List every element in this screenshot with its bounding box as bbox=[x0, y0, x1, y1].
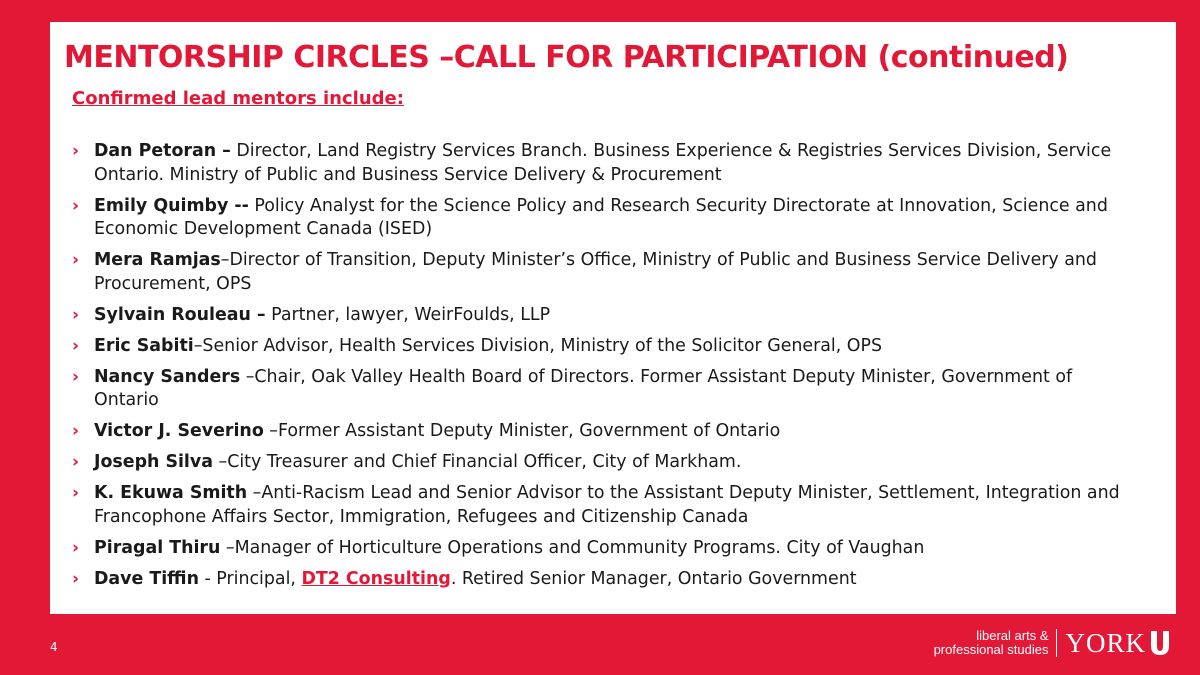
mentor-item bbox=[72, 304, 1142, 328]
slide-content-panel bbox=[50, 22, 1176, 614]
mentor-description: Partner, lawyer, WeirFoulds, LLP bbox=[265, 304, 551, 325]
mentor-description: –Chair, Oak Valley Health Board of Directors. Former Assistant Deputy Minister, Government of Ontario bbox=[94, 366, 1073, 410]
faculty-logo bbox=[934, 624, 1172, 662]
faculty-name-line2: professional studies bbox=[933, 642, 1049, 657]
university-wordmark: YORK bbox=[1065, 627, 1146, 658]
mentor-name: Mera Ramjas bbox=[94, 250, 221, 270]
mentor-item bbox=[72, 366, 1142, 413]
chevron-right-icon: › bbox=[72, 452, 80, 472]
chevron-right-icon: › bbox=[72, 483, 80, 503]
mentor-description: –City Treasurer and Chief Financial Officer, City of Markham. bbox=[212, 452, 742, 472]
mentor-description: –Director of Transition, Deputy Minister’s Office, Ministry of Public and Business Service Delivery and Procurement, OPS bbox=[94, 250, 1097, 294]
mentor-name: Dave Tiffin bbox=[94, 568, 199, 589]
mentor-description: . Retired Senior Manager, Ontario Government bbox=[450, 568, 857, 589]
mentor-description: Director, Land Registry Services Branch. Business Experience & Registries Services Division, Service Ontario. Ministry of Public and Business Service Delivery & Procurement bbox=[94, 141, 1112, 185]
chevron-right-icon: › bbox=[72, 568, 80, 589]
chevron-right-icon: › bbox=[72, 141, 80, 161]
slide-subtitle: Confirmed lead mentors include: bbox=[72, 88, 404, 109]
chevron-right-icon: › bbox=[72, 195, 80, 216]
mentor-description: –Anti-Racism Lead and Senior Advisor to the Assistant Deputy Minister, Settlement, Integration and Francophone Affairs Sector, Immigration, Refugees and Citizenship Canada bbox=[94, 483, 1120, 527]
mentor-description: - Principal, bbox=[198, 568, 302, 589]
chevron-right-icon: › bbox=[72, 304, 80, 325]
chevron-right-icon: › bbox=[72, 366, 80, 387]
faculty-name bbox=[934, 629, 1058, 657]
page-number: 4 bbox=[50, 640, 58, 654]
faculty-name-line1: liberal arts & bbox=[976, 628, 1049, 643]
mentor-description: –Senior Advisor, Health Services Division, Ministry of the Solicitor General, OPS bbox=[193, 335, 883, 356]
mentor-description: –Former Assistant Deputy Minister, Government of Ontario bbox=[263, 421, 781, 441]
mentor-item bbox=[72, 482, 1142, 529]
slide-title: MENTORSHIP CIRCLES –CALL FOR PARTICIPATION (continued) bbox=[64, 40, 1069, 75]
mentor-item bbox=[72, 335, 1142, 359]
mentor-name: Emily Quimby -- bbox=[94, 195, 249, 216]
york-u-logo-icon bbox=[1148, 629, 1172, 657]
mentor-name: Piragal Thiru bbox=[94, 537, 221, 558]
mentor-name: Victor J. Severino bbox=[94, 421, 264, 441]
mentor-list bbox=[72, 140, 1142, 599]
mentor-name: K. Ekuwa Smith bbox=[94, 483, 248, 503]
mentor-name: Joseph Silva bbox=[94, 452, 213, 472]
mentor-name: Sylvain Rouleau – bbox=[94, 304, 266, 325]
mentor-item bbox=[72, 140, 1142, 187]
chevron-right-icon: › bbox=[72, 421, 80, 441]
mentor-item bbox=[72, 451, 1142, 475]
mentor-item bbox=[72, 537, 1142, 561]
mentor-description: Policy Analyst for the Science Policy and Research Security Directorate at Innovation, Science and Economic Development Canada (ISED) bbox=[94, 195, 1108, 239]
dt2-consulting-link[interactable]: DT2 Consulting bbox=[301, 568, 451, 589]
mentor-item bbox=[72, 568, 1142, 592]
mentor-name: Eric Sabiti bbox=[94, 335, 194, 356]
chevron-right-icon: › bbox=[72, 335, 80, 356]
chevron-right-icon: › bbox=[72, 537, 80, 558]
mentor-item bbox=[72, 195, 1142, 242]
mentor-item bbox=[72, 249, 1142, 296]
chevron-right-icon: › bbox=[72, 250, 80, 270]
mentor-name: Nancy Sanders bbox=[94, 366, 241, 387]
mentor-name: Dan Petoran – bbox=[94, 141, 231, 161]
mentor-description: –Manager of Horticulture Operations and Community Programs. City of Vaughan bbox=[220, 537, 925, 558]
mentor-item bbox=[72, 420, 1142, 444]
